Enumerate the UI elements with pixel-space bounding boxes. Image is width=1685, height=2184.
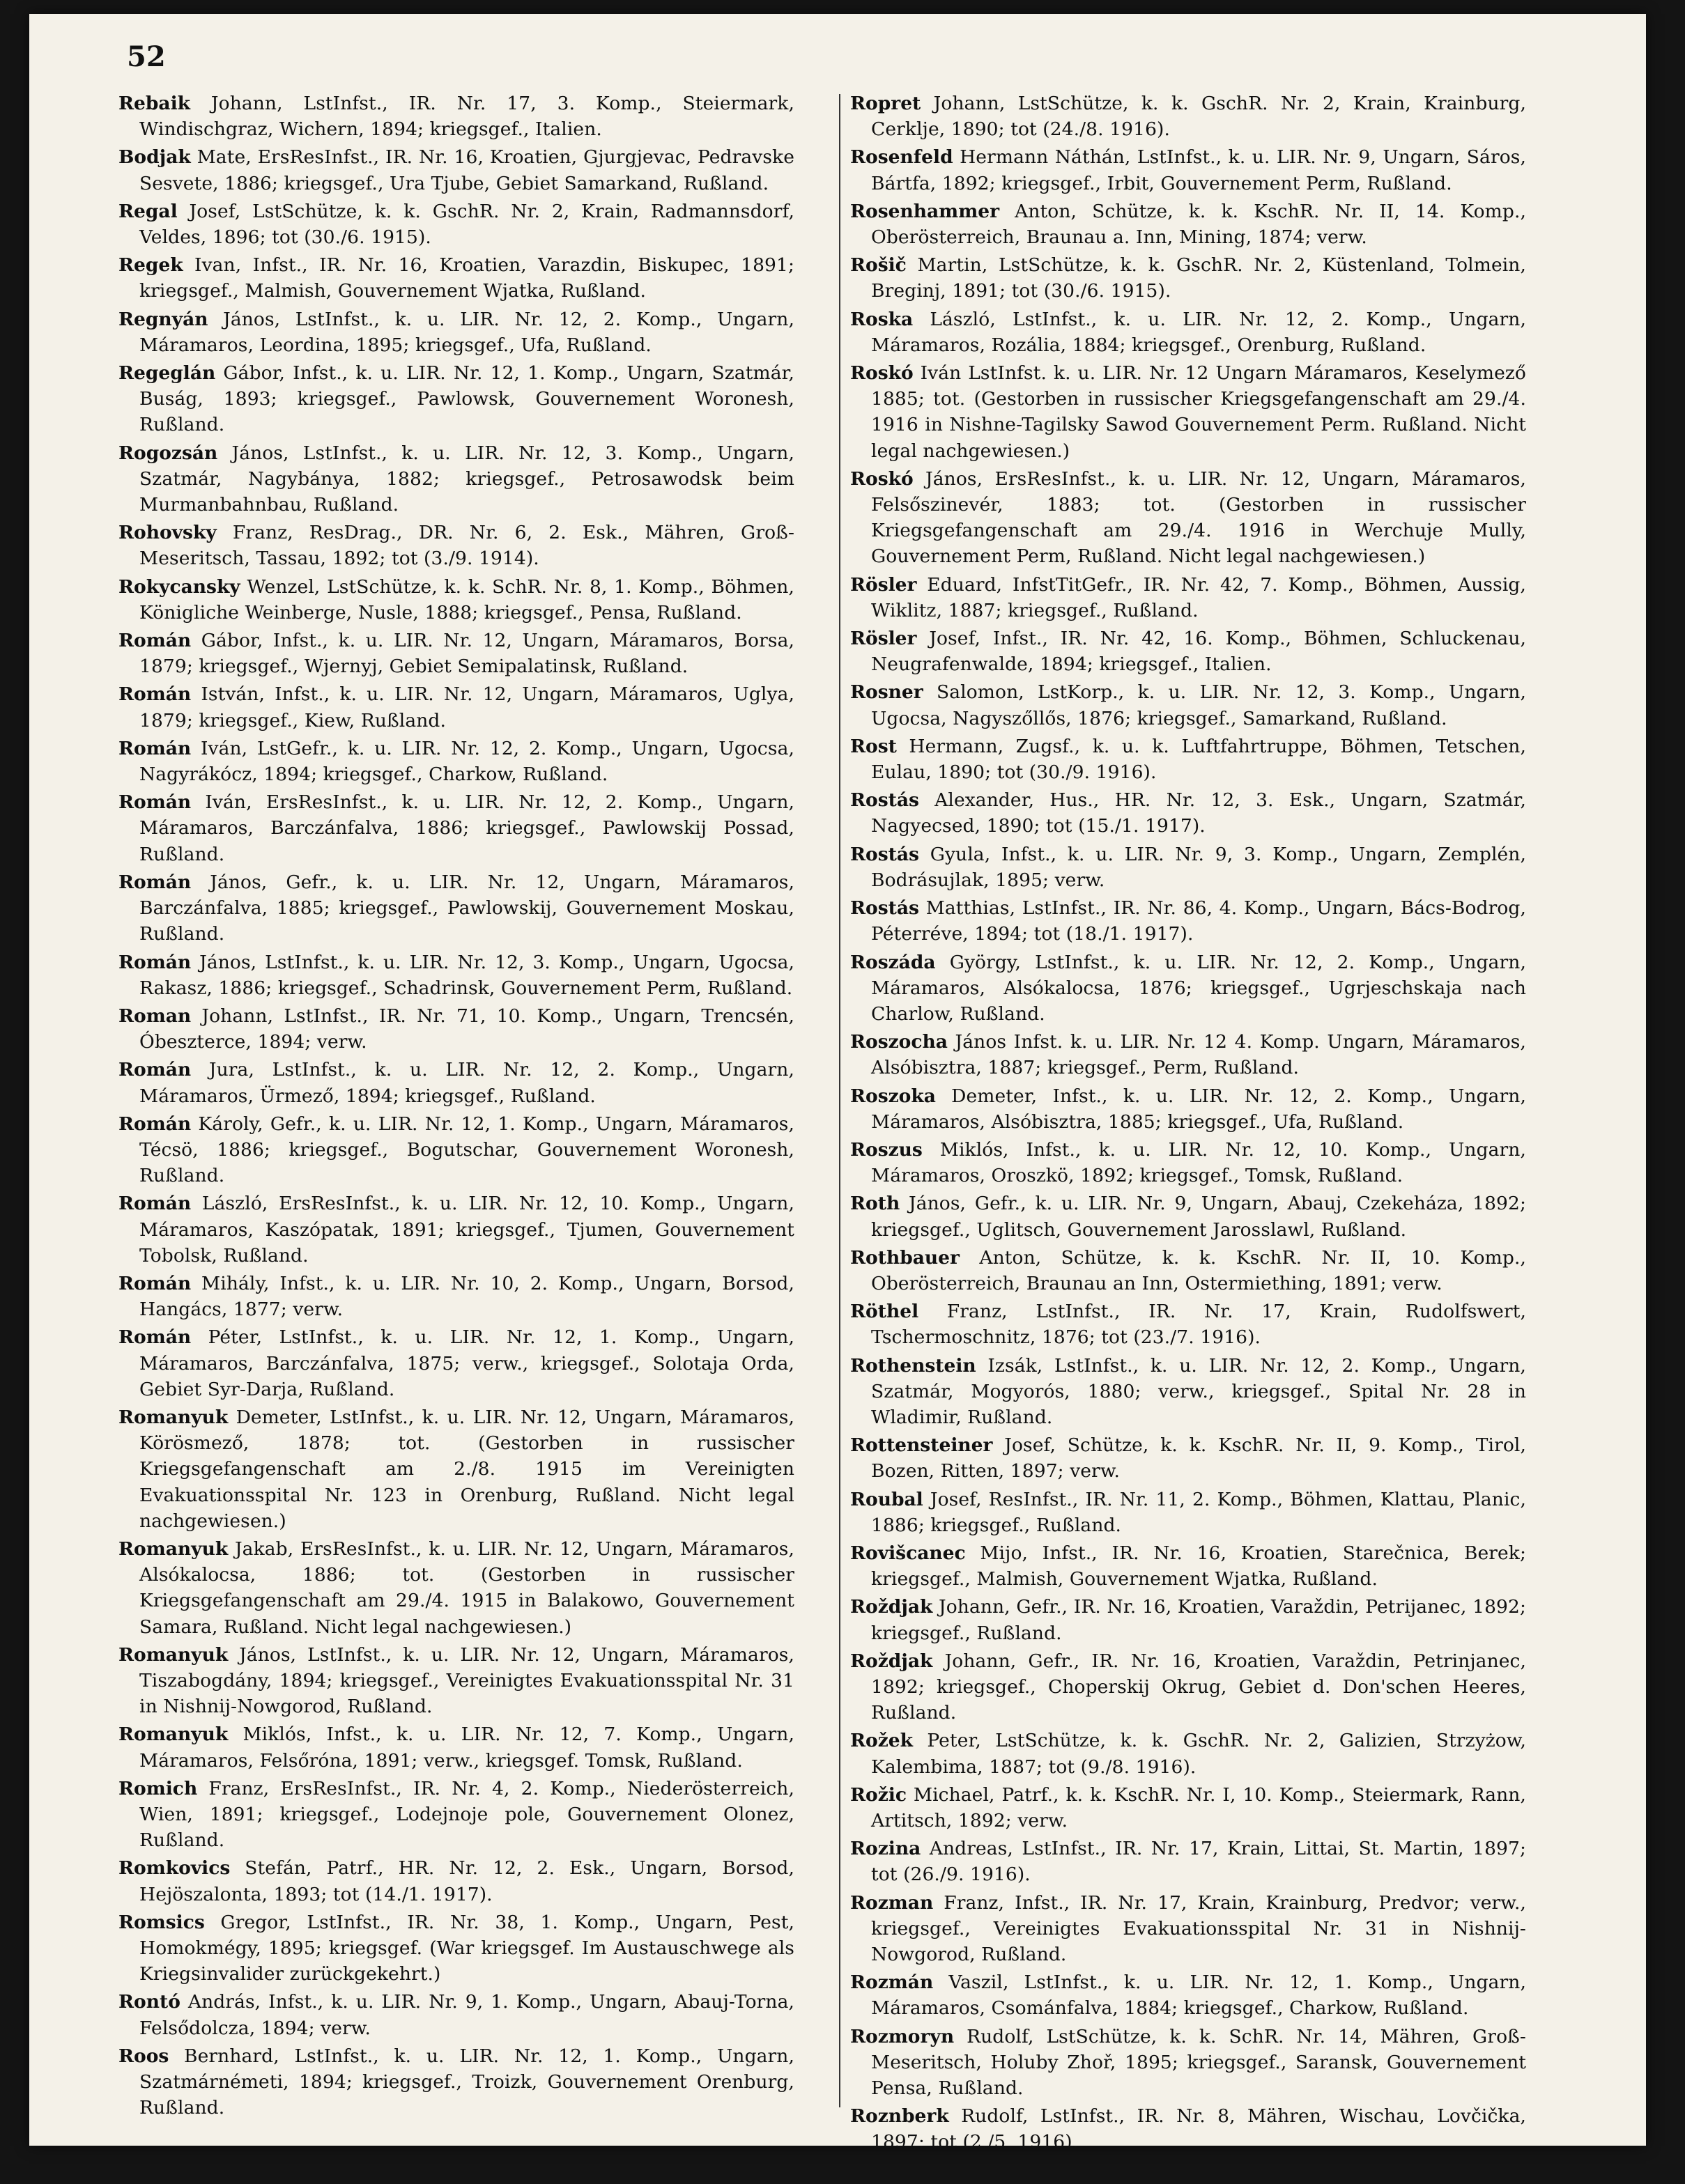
entry-surname: Rovišcanec [850,1542,966,1564]
register-entry [850,1487,1526,1538]
entry-surname: Rösler [850,628,917,650]
entry-details: Anton, Schütze, k. k. KschR. Nr. II, 10. Komp., Oberösterreich, Braunau an Inn, Ostermiething, 1891; verw. [871,1246,1526,1294]
register-entry [850,2103,1526,2155]
entry-surname: Rozmán [850,1972,934,1994]
register-entry [850,1299,1526,1350]
register-entry [850,1728,1526,1779]
register-entry [118,360,794,438]
entry-details: Peter, LstSchütze, k. k. GschR. Nr. 2, Galizien, Strzyżow, Kalembima, 1887; tot (9./8. 1916). [871,1730,1526,1778]
register-entry [118,1536,794,1640]
entry-surname: Roskó [850,362,914,385]
entry-details: György, LstInfst., k. u. LIR. Nr. 12, 2. Komp., Ungarn, Máramaros, Alsókalocsa, 1876; kriegsgef., Ugrjeschskaja nach Charlow, Rußland. [871,951,1526,1025]
entry-details: András, Infst., k. u. LIR. Nr. 9, 1. Komp., Ungarn, Abauj-Torna, Felsődolcza, 1894; verw. [139,1991,794,2039]
entry-surname: Rösler [850,573,917,596]
entry-details: János, Gefr., k. u. LIR. Nr. 9, Ungarn, Abauj, Czekeháza, 1892; kriegsgef., Uglitsch, Gouvernement Jarosslawl, Rußland. [871,1193,1526,1241]
entry-surname: Regeglán [118,362,216,385]
register-entry [850,1083,1526,1135]
entry-surname: Roos [118,2045,169,2067]
register-entry [850,1137,1526,1188]
entry-details: Demeter, LstInfst., k. u. LIR. Nr. 12, Ungarn, Máramaros, Körösmező, 1878; tot. (Gestorben in russischer Kriegsgefangenschaft am 2./8. 1915 im Vereinigten Evakuationsspital Nr. 123 in Orenburg, Rußland. Nicht legal nachgewiesen.) [139,1406,794,1532]
column-divider [839,94,840,2107]
register-entry [850,1432,1526,1484]
register-entry [118,1776,794,1854]
entry-details: Gábor, Infst., k. u. LIR. Nr. 12, Ungarn, Máramaros, Borsa, 1879; kriegsgef., Wjernyj, Gebiet Semipalatinsk, Rußland. [139,630,795,678]
register-entry [850,626,1526,677]
entry-surname: Román [118,1059,192,1081]
register-entry [118,1271,794,1322]
entry-surname: Rebaik [118,93,191,114]
register-entry [118,1910,794,1988]
entry-surname: Rozmoryn [850,2025,955,2047]
register-entry [850,466,1526,570]
register-entry [118,1989,794,2040]
entry-details: Hermann Náthán, LstInfst., k. u. LIR. Nr. 9, Ungarn, Sáros, Bártfa, 1892; kriegsgef., Irbit, Gouvernement Perm, Rußland. [871,146,1526,194]
entry-details: Josef, LstSchütze, k. k. GschR. Nr. 2, Krain, Radmannsdorf, Veldes, 1896; tot (30./6. 1915). [139,200,794,249]
entry-details: Johann, LstInfst., IR. Nr. 17, 3. Komp., Steiermark, Windischgraz, Wichern, 1894; kriegsgef., Italien. [139,93,794,141]
entry-surname: Román [118,1272,192,1294]
entry-surname: Romich [118,1777,198,1799]
entry-surname: Roznberk [850,2105,949,2128]
right-column [850,91,1526,2158]
register-entry [850,842,1526,893]
register-entry [118,681,794,733]
entry-surname: Román [118,630,192,652]
entry-surname: Rothenstein [850,1354,976,1377]
entry-surname: Román [118,1193,192,1215]
entry-details: Matthias, LstInfst., IR. Nr. 86, 4. Komp., Ungarn, Bács-Bodrog, Péterréve, 1894; tot (18./1. 1917). [871,897,1526,945]
entry-details: Vaszil, LstInfst., k. u. LIR. Nr. 12, 1. Komp., Ungarn, Máramaros, Csománfalva, 1884; kriegsgef., Charkow, Rußland. [871,1972,1526,2020]
entry-surname: Rost [850,735,897,757]
register-entry [850,679,1526,731]
register-entry [118,144,794,196]
entry-details: Josef, Schütze, k. k. KschR. Nr. II, 9. Komp., Tirol, Bozen, Ritten, 1897; verw. [871,1434,1526,1482]
entry-surname: Rokycansky [118,575,240,598]
entry-details: Mihály, Infst., k. u. LIR. Nr. 10, 2. Komp., Ungarn, Borsod, Hangács, 1877; verw. [139,1272,794,1321]
entry-details: Josef, Infst., IR. Nr. 42, 16. Komp., Böhmen, Schluckenau, Neugrafenwalde, 1894; kriegsgef., Italien. [871,628,1527,676]
entry-details: Franz, Infst., IR. Nr. 17, Krain, Krainburg, Predvor; verw., kriegsgef., Vereinigtes Evakuationsspital Nr. 31 in Nishnij-Nowgorod, Rußland. [871,1891,1526,1966]
entry-surname: Román [118,1113,192,1135]
entry-surname: Romanyuk [118,1538,229,1560]
entry-surname: Román [118,951,192,973]
entry-surname: Romkovics [118,1857,231,1880]
entry-surname: Roskó [850,467,914,490]
entry-surname: Roska [850,308,914,330]
register-entry [850,199,1526,250]
entry-surname: Rozina [850,1838,921,1860]
entry-surname: Röthel [850,1301,919,1323]
register-entry [118,628,794,679]
register-entry [850,1890,1526,1968]
entry-details: István, Infst., k. u. LIR. Nr. 12, Ungarn, Máramaros, Uglya, 1879; kriegsgef., Kiew, Rußland. [139,683,794,731]
entry-surname: Rottensteiner [850,1434,993,1457]
entry-surname: Rothbauer [850,1246,960,1269]
entry-details: Gregor, LstInfst., IR. Nr. 38, 1. Komp., Ungarn, Pest, Homokmégy, 1895; kriegsgef. (War kriegsgef. Im Austauschwege als Kriegsinvalider zurückgekehrt.) [139,1911,794,1985]
register-entry [118,1324,794,1402]
entry-details: Izsák, LstInfst., k. u. LIR. Nr. 12, 2. Komp., Ungarn, Szatmár, Mogyorós, 1880; verw., kriegsgef., Spital Nr. 28 in Wladimir, Rußland. [871,1354,1526,1428]
entry-surname: Román [118,737,192,759]
entry-details: János, Gefr., k. u. LIR. Nr. 12, Ungarn, Máramaros, Barczánfalva, 1885; kriegsgef., Pawlowskij, Gouvernement Moskau, Rußland. [139,871,794,945]
entry-details: László, ErsResInfst., k. u. LIR. Nr. 12, 10. Komp., Ungarn, Máramaros, Kaszópatak, 1891; kriegsgef., Tjumen, Gouvernement Tobolsk, Rußland. [139,1193,794,1267]
entry-details: Jura, LstInfst., k. u. LIR. Nr. 12, 2. Komp., Ungarn, Máramaros, Ürmező, 1894; kriegsgef., Rußland. [139,1059,794,1107]
entry-details: Iván LstInfst. k. u. LIR. Nr. 12 Ungarn Máramaros, Keselymező 1885; tot. (Gestorben in russischer Kriegsgefangenschaft am 29./4. 1916 in Nishne-Tagilsky Sawod Gouvernement Perm. Rußland. Nicht legal nachgewiesen.) [871,362,1526,462]
entry-surname: Román [118,683,192,706]
register-entry [118,1855,794,1907]
entry-details: János, LstInfst., k. u. LIR. Nr. 12, Ungarn, Máramaros, Tiszabogdány, 1894; kriegsgef., Vereinigtes Evakuationsspital Nr. 31 in Nishnij-Nowgorod, Rußland. [139,1643,794,1718]
register-entry [118,736,794,787]
register-entry [118,574,794,626]
entry-surname: Romanyuk [118,1406,229,1428]
entry-details: Gyula, Infst., k. u. LIR. Nr. 9, 3. Komp., Ungarn, Zemplén, Bodrásujlak, 1895; verw. [871,843,1526,891]
entry-details: Ivan, Infst., IR. Nr. 16, Kroatien, Varazdin, Biskupec, 1891; kriegsgef., Malmish, Gouvernement Wjatka, Rußland. [139,254,794,302]
register-entry [118,1404,794,1534]
left-column [118,91,794,2123]
register-entry [850,360,1526,464]
entry-details: Stefán, Patrf., HR. Nr. 12, 2. Esk., Ungarn, Borsod, Hejöszalonta, 1893; tot (14./1. 1917). [139,1857,794,1905]
entry-details: Johann, Gefr., IR. Nr. 16, Kroatien, Varaždin, Petrijanec, 1892; kriegsgef., Rußland. [871,1596,1526,1644]
entry-details: Franz, ResDrag., DR. Nr. 6, 2. Esk., Mähren, Groß-Meseritsch, Tassau, 1892; tot (3./9. 1914). [139,522,794,570]
entry-details: Jakab, ErsResInfst., k. u. LIR. Nr. 12, Ungarn, Máramaros, Alsókalocsa, 1886; tot. (Gestorben in russischer Kriegsgefangenschaft am 29./4. 1915 in Balakowo, Gouvernement Samara, Rußland. Nicht legal nachgewiesen.) [139,1538,795,1638]
register-entry [118,91,794,142]
entry-surname: Regek [118,254,183,277]
entry-surname: Rohovsky [118,522,217,544]
register-entry [850,895,1526,947]
entry-details: Alexander, Hus., HR. Nr. 12, 3. Esk., Ungarn, Szatmár, Nagyecsed, 1890; tot (15./1. 1917). [871,789,1526,837]
entry-surname: Roszoka [850,1085,936,1107]
entry-details: János, ErsResInfst., k. u. LIR. Nr. 12, Ungarn, Máramaros, Felsőszinevér, 1883; tot. (Gestorben in russischer Kriegsgefangenschaft am 29./4. 1916 in Werchuje Mully, Gouvernement Perm, Rußland. Nicht legal nachgewiesen.) [871,467,1526,568]
entry-details: Salomon, LstKorp., k. u. LIR. Nr. 12, 3. Komp., Ungarn, Ugocsa, Nagyszőllős, 1876; kriegsgef., Samarkand, Rußland. [871,681,1526,729]
entry-details: Iván, LstGefr., k. u. LIR. Nr. 12, 2. Komp., Ungarn, Ugocsa, Nagyrákócz, 1894; kriegsgef., Charkow, Rußland. [139,737,794,786]
entry-details: Andreas, LstInfst., IR. Nr. 17, Krain, Littai, St. Martin, 1897; tot (26./9. 1916). [871,1838,1526,1886]
entry-details: Miklós, Infst., k. u. LIR. Nr. 12, 7. Komp., Ungarn, Máramaros, Felsőróna, 1891; verw., kriegsgef. Tomsk, Rußland. [139,1724,794,1772]
entry-details: Mate, ErsResInfst., IR. Nr. 16, Kroatien, Gjurgjevac, Pedravske Sesvete, 1886; kriegsgef., Ura Tjube, Gebiet Samarkand, Rußland. [139,146,794,194]
register-entry [850,91,1526,142]
register-entry [118,789,794,867]
entry-surname: Rožek [850,1730,913,1752]
entry-surname: Regnyán [118,308,208,330]
entry-surname: Román [118,791,192,814]
entry-surname: Rožic [850,1783,907,1806]
entry-surname: Rošič [850,254,907,277]
register-entry [850,1029,1526,1081]
entry-surname: Romanyuk [118,1643,229,1666]
register-entry [850,2024,1526,2102]
entry-details: László, LstInfst., k. u. LIR. Nr. 12, 2. Komp., Ungarn, Máramaros, Rozália, 1884; kriegsgef., Orenburg, Rußland. [871,308,1526,356]
entry-details: Michael, Patrf., k. k. KschR. Nr. I, 10. Komp., Steiermark, Rann, Artitsch, 1892; verw. [871,1783,1526,1831]
entry-surname: Rostás [850,843,919,865]
entry-surname: Romsics [118,1911,205,1933]
entry-surname: Román [118,871,192,893]
register-entry [118,869,794,947]
entry-details: Wenzel, LstSchütze, k. k. SchR. Nr. 8, 1. Komp., Böhmen, Königliche Weinberge, Nusle, 1888; kriegsgef., Pensa, Rußland. [139,575,794,624]
entry-surname: Rogozsán [118,442,218,464]
entry-details: Eduard, InfstTitGefr., IR. Nr. 42, 7. Komp., Böhmen, Aussig, Wiklitz, 1887; kriegsgef., Rußland. [871,573,1526,621]
register-entry [118,1111,794,1189]
register-entry [118,199,794,250]
entry-details: Martin, LstSchütze, k. k. GschR. Nr. 2, Küstenland, Tolmein, Breginj, 1891; tot (30./6. 1915). [871,254,1526,302]
entry-surname: Regal [118,200,178,222]
entry-surname: Roman [118,1005,192,1027]
entry-details: Johann, LstInfst., IR. Nr. 71, 10. Komp., Ungarn, Trencsén, Óbeszterce, 1894; verw. [139,1005,794,1053]
entry-surname: Rostás [850,897,919,920]
entry-surname: Roth [850,1193,900,1215]
register-entry [118,1642,794,1720]
entry-details: Johann, Gefr., IR. Nr. 16, Kroatien, Varaždin, Petrinjanec, 1892; kriegsgef., Choperskij Okrug, Gebiet d. Don'schen Heeres, Rußland. [871,1650,1526,1724]
entry-surname: Rostás [850,789,919,812]
entry-details: Károly, Gefr., k. u. LIR. Nr. 12, 1. Komp., Ungarn, Máramaros, Técsö, 1886; kriegsgef., Bogutschar, Gouvernement Woronesh, Rußland. [139,1113,795,1187]
entry-details: Rudolf, LstInfst., IR. Nr. 8, Mähren, Wischau, Lovčička, 1897; tot (2./5. 1916). [871,2105,1526,2153]
entry-details: Péter, LstInfst., k. u. LIR. Nr. 12, 1. Komp., Ungarn, Máramaros, Barczánfalva, 1875; verw., kriegsgef., Solotaja Orda, Gebiet Syr-Darja, Rußland. [139,1326,794,1400]
page-number: 52 [127,40,166,73]
entry-surname: Roszus [850,1138,923,1161]
entry-details: Gábor, Infst., k. u. LIR. Nr. 12, 1. Komp., Ungarn, Szatmár, Buság, 1893; kriegsgef., Pawlowsk, Gouvernement Woronesh, Rußland. [139,362,794,436]
register-entry [850,1782,1526,1834]
register-entry [850,1648,1526,1726]
entry-details: Bernhard, LstInfst., k. u. LIR. Nr. 12, 1. Komp., Ungarn, Szatmárnémeti, 1894; kriegsgef., Troizk, Gouvernement Orenburg, Rußland. [139,2045,794,2119]
entry-surname: Román [118,1326,192,1349]
entry-surname: Rosner [850,681,923,704]
register-entry [850,1353,1526,1431]
register-entry [118,520,794,571]
entry-details: Mijo, Infst., IR. Nr. 16, Kroatien, Starečnica, Berek; kriegsgef., Malmish, Gouvernement Wjatka, Rußland. [871,1542,1526,1590]
entry-surname: Bodjak [118,146,191,169]
entry-surname: Rosenfeld [850,146,953,169]
entry-details: Johann, LstSchütze, k. k. GschR. Nr. 2, Krain, Krainburg, Cerklje, 1890; tot (24./8. 1916). [871,93,1526,141]
entry-details: Rudolf, LstSchütze, k. k. SchR. Nr. 14, Mähren, Groß-Meseritsch, Holuby Zhoř, 1895; kriegsgef., Saransk, Gouvernement Pensa, Rußland. [871,2025,1526,2100]
entry-details: Franz, ErsResInfst., IR. Nr. 4, 2. Komp., Niederösterreich, Wien, 1891; kriegsgef., Lodejnoje pole, Gouvernement Olonez, Rußland. [139,1777,794,1852]
entry-surname: Roszocha [850,1031,948,1053]
register-entry [118,440,794,518]
register-entry [118,252,794,304]
register-entry [118,1191,794,1269]
register-entry [118,1721,794,1773]
register-entry [850,252,1526,304]
register-entry [850,307,1526,358]
entry-surname: Roždjak [850,1650,933,1672]
register-entry [850,572,1526,624]
entry-surname: Rozman [850,1891,934,1914]
entry-surname: Roszáda [850,951,936,973]
register-entry [850,950,1526,1028]
entry-surname: Rontó [118,1991,180,2013]
entry-details: Anton, Schütze, k. k. KschR. Nr. II, 14. Komp., Oberösterreich, Braunau a. Inn, Mining, 1874; verw. [871,200,1526,249]
entry-details: Miklós, Infst., k. u. LIR. Nr. 12, 10. Komp., Ungarn, Máramaros, Oroszkö, 1892; kriegsgef., Tomsk, Rußland. [871,1138,1526,1187]
entry-details: Hermann, Zugsf., k. u. k. Luftfahrtruppe, Böhmen, Tetschen, Eulau, 1890; tot (30./9. 1916). [871,735,1526,784]
entry-surname: Romanyuk [118,1724,229,1746]
register-entry [118,950,794,1001]
entry-details: János, LstInfst., k. u. LIR. Nr. 12, 3. Komp., Ungarn, Ugocsa, Rakasz, 1886; kriegsgef., Schadrinsk, Gouvernement Perm, Rußland. [139,951,794,999]
register-entry [850,144,1526,196]
entry-surname: Roubal [850,1488,923,1510]
register-entry [850,1594,1526,1645]
entry-details: Demeter, Infst., k. u. LIR. Nr. 12, 2. Komp., Ungarn, Máramaros, Alsóbisztra, 1885; kriegsgef., Ufa, Rußland. [871,1085,1526,1133]
register-entry [118,2043,794,2121]
entry-details: János, LstInfst., k. u. LIR. Nr. 12, 2. Komp., Ungarn, Máramaros, Leordina, 1895; kriegsgef., Ufa, Rußland. [139,308,794,356]
entry-surname: Ropret [850,93,921,114]
register-entry [850,1245,1526,1296]
register-entry [118,1003,794,1055]
entry-details: Iván, ErsResInfst., k. u. LIR. Nr. 12, 2. Komp., Ungarn, Máramaros, Barczánfalva, 1886; kriegsgef., Pawlowskij Possad, Rußland. [139,791,795,865]
entry-details: János, LstInfst., k. u. LIR. Nr. 12, 3. Komp., Ungarn, Szatmár, Nagybánya, 1882; kriegsgef., Petrosawodsk beim Murmanbahnbau, Rußland. [139,442,794,516]
register-entry [850,1191,1526,1242]
entry-surname: Roždjak [850,1596,933,1618]
register-entry [118,307,794,358]
entry-surname: Rosenhammer [850,200,1000,222]
entry-details: János Infst. k. u. LIR. Nr. 12 4. Komp. Ungarn, Máramaros, Alsóbisztra, 1887; kriegsgef., Perm, Rußland. [871,1031,1526,1079]
register-entry [850,1969,1526,2021]
register-entry [850,1836,1526,1887]
register-entry [850,787,1526,839]
entry-details: Franz, LstInfst., IR. Nr. 17, Krain, Rudolfswert, Tschermoschnitz, 1876; tot (23./7. 1916). [871,1301,1526,1349]
register-entry [118,1057,794,1108]
document-page [29,14,1646,2153]
register-entry [850,734,1526,785]
entry-details: Josef, ResInfst., IR. Nr. 11, 2. Komp., Böhmen, Klattau, Planic, 1886; kriegsgef., Rußland. [871,1488,1526,1536]
register-entry [850,1540,1526,1592]
